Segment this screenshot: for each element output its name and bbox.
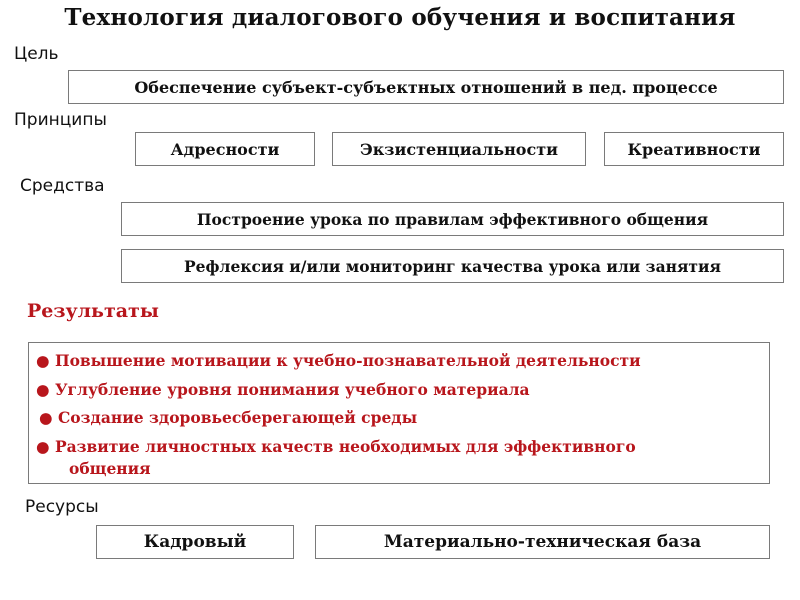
bullet-icon: ● <box>36 437 50 456</box>
bullet-icon: ● <box>36 351 50 370</box>
resource-text: Материально-техническая база <box>383 532 702 552</box>
result-text: Повышение мотивации к учебно-познавательной деятельности <box>54 351 641 370</box>
result-text: Углубление уровня понимания учебного материала <box>54 380 530 399</box>
page-title: Технология диалогового обучения и воспитания <box>64 4 736 31</box>
goal-label: Цель <box>14 44 59 64</box>
principle-box-address <box>135 132 315 166</box>
resources-label: Ресурсы <box>25 497 99 517</box>
results-label: Результаты <box>27 300 159 322</box>
result-item <box>39 408 417 427</box>
means-box-reflection <box>121 249 784 283</box>
principles-label: Принципы <box>14 110 107 130</box>
result-item <box>36 351 641 370</box>
resource-text: Кадровый <box>143 532 247 552</box>
means-text: Рефлексия и/или мониторинг качества урока или занятия <box>184 256 721 276</box>
result-text: Развитие личностных качеств необходимых для эффективного <box>54 437 636 456</box>
result-text: Создание здоровьесберегающей среды <box>57 408 418 427</box>
bullet-icon: ● <box>39 408 53 427</box>
result-text: общения <box>69 459 151 478</box>
result-item-continuation <box>69 459 151 478</box>
goal-box <box>68 70 784 104</box>
means-box-lesson <box>121 202 784 236</box>
goal-text: Обеспечение субъект-субъектных отношений в пед. процессе <box>134 77 718 97</box>
result-item <box>36 437 636 456</box>
means-text: Построение урока по правилам эффективного общения <box>196 209 709 229</box>
bullet-icon: ● <box>36 380 50 399</box>
result-item <box>36 380 530 399</box>
means-label: Средства <box>20 176 105 196</box>
results-box <box>28 342 770 484</box>
resource-box-staff <box>96 525 294 559</box>
principle-text: Адресности <box>170 139 280 159</box>
principle-box-existential <box>332 132 586 166</box>
principle-text: Экзистенциальности <box>359 139 558 159</box>
principle-text: Креативности <box>627 139 761 159</box>
principle-box-creative <box>604 132 784 166</box>
resource-box-material <box>315 525 770 559</box>
